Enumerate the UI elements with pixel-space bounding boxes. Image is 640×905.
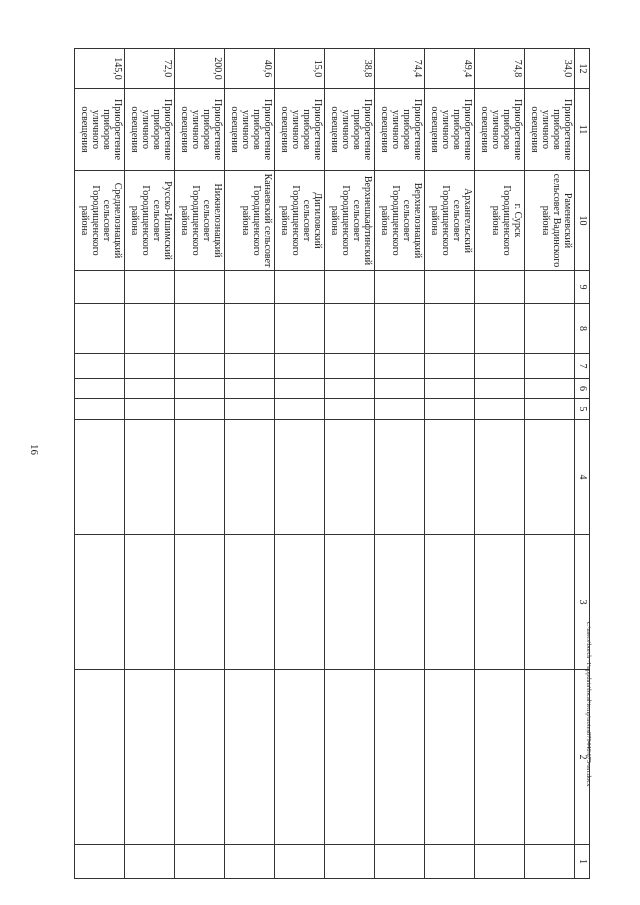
empty-cell xyxy=(75,535,125,670)
empty-cell xyxy=(525,379,575,399)
table-row xyxy=(75,49,125,879)
header-col-1: 1 xyxy=(575,845,590,879)
amount-cell: 200,0 xyxy=(175,49,225,89)
empty-cell xyxy=(225,845,275,879)
header-col-4: 4 xyxy=(575,420,590,535)
empty-cell xyxy=(475,379,525,399)
purpose-cell: Приобретение приборов уличного освещения xyxy=(375,89,425,171)
empty-cell xyxy=(75,271,125,304)
empty-cell xyxy=(175,379,225,399)
empty-cell xyxy=(325,420,375,535)
empty-cell xyxy=(275,845,325,879)
empty-cell xyxy=(525,845,575,879)
header-col-10: 10 xyxy=(575,171,590,271)
empty-cell xyxy=(125,304,175,354)
municipality-cell: Раменевский сельсовет Вадинского района xyxy=(525,171,575,271)
header-col-12: 12 xyxy=(575,49,590,89)
table-row xyxy=(225,49,275,879)
empty-cell xyxy=(475,304,525,354)
empty-cell xyxy=(325,845,375,879)
empty-cell xyxy=(75,379,125,399)
empty-cell xyxy=(525,271,575,304)
purpose-cell: Приобретение приборов уличного освещения xyxy=(175,89,225,171)
empty-cell xyxy=(375,271,425,304)
empty-cell xyxy=(225,670,275,845)
table-row xyxy=(525,49,575,879)
empty-cell xyxy=(275,535,325,670)
empty-cell xyxy=(475,399,525,420)
empty-cell xyxy=(125,535,175,670)
empty-cell xyxy=(225,271,275,304)
empty-cell xyxy=(475,845,525,879)
empty-cell xyxy=(375,399,425,420)
empty-cell xyxy=(375,354,425,379)
header-col-5: 5 xyxy=(575,399,590,420)
empty-cell xyxy=(175,399,225,420)
empty-cell xyxy=(175,271,225,304)
empty-cell xyxy=(275,670,325,845)
table-row xyxy=(175,49,225,879)
empty-cell xyxy=(525,670,575,845)
empty-cell xyxy=(425,420,475,535)
empty-cell xyxy=(275,304,325,354)
empty-cell xyxy=(475,271,525,304)
table-row xyxy=(325,49,375,879)
empty-cell xyxy=(525,399,575,420)
empty-cell xyxy=(425,535,475,670)
empty-cell xyxy=(325,535,375,670)
empty-cell xyxy=(275,271,325,304)
empty-cell xyxy=(125,399,175,420)
empty-cell xyxy=(75,304,125,354)
purpose-cell: Приобретение приборов уличного освещения xyxy=(475,89,525,171)
empty-cell xyxy=(525,535,575,670)
empty-cell xyxy=(75,670,125,845)
empty-cell xyxy=(125,379,175,399)
amount-cell: 40,6 xyxy=(225,49,275,89)
empty-cell xyxy=(425,399,475,420)
empty-cell xyxy=(425,670,475,845)
municipality-cell: Верхнелознацкий сельсовет Городищенского района xyxy=(375,171,425,271)
empty-cell xyxy=(425,354,475,379)
empty-cell xyxy=(75,420,125,535)
empty-cell xyxy=(375,670,425,845)
table-row xyxy=(475,49,525,879)
empty-cell xyxy=(475,354,525,379)
empty-cell xyxy=(125,670,175,845)
empty-cell xyxy=(475,535,525,670)
page-number: 16 xyxy=(28,444,40,455)
empty-cell xyxy=(75,399,125,420)
empty-cell xyxy=(225,399,275,420)
empty-cell xyxy=(125,354,175,379)
empty-cell xyxy=(225,354,275,379)
empty-cell xyxy=(425,845,475,879)
header-col-3: 3 xyxy=(575,535,590,670)
municipality-cell: г. Сурск Городищенского района xyxy=(475,171,525,271)
empty-cell xyxy=(125,271,175,304)
empty-cell xyxy=(425,271,475,304)
empty-cell xyxy=(325,670,375,845)
data-table-container xyxy=(79,48,590,878)
empty-cell xyxy=(425,304,475,354)
file-path-footer: c:\users\borch~1\appdata\local\temp\notes879446\675-ип.docx xyxy=(585,622,592,787)
empty-cell xyxy=(175,304,225,354)
municipality-cell: Верхнешкафтинский сельсовет Городищенского района xyxy=(325,171,375,271)
purpose-cell: Приобретение приборов уличного освещения xyxy=(225,89,275,171)
municipality-cell: Русско-Ишимский сельсовет Городищенского района xyxy=(125,171,175,271)
empty-cell xyxy=(325,354,375,379)
amount-cell: 74,4 xyxy=(375,49,425,89)
empty-cell xyxy=(225,420,275,535)
empty-cell xyxy=(275,354,325,379)
empty-cell xyxy=(375,845,425,879)
municipality-cell: Нижнелознацкий сельсовет Городищенского района xyxy=(175,171,225,271)
empty-cell xyxy=(75,354,125,379)
empty-cell xyxy=(175,670,225,845)
amount-cell: 74,8 xyxy=(475,49,525,89)
empty-cell xyxy=(275,399,325,420)
empty-cell xyxy=(325,304,375,354)
empty-cell xyxy=(325,379,375,399)
purpose-cell: Приобретение приборов уличного освещения xyxy=(425,89,475,171)
municipality-cell: Среднелознацкий сельсовет Городищенского района xyxy=(75,171,125,271)
empty-cell xyxy=(375,420,425,535)
empty-cell xyxy=(525,304,575,354)
municipality-cell: Архангельский сельсовет Городищенского района xyxy=(425,171,475,271)
amount-cell: 38,8 xyxy=(325,49,375,89)
empty-cell xyxy=(525,354,575,379)
header-col-9: 9 xyxy=(575,271,590,304)
purpose-cell: Приобретение приборов уличного освещения xyxy=(75,89,125,171)
empty-cell xyxy=(225,535,275,670)
empty-cell xyxy=(325,271,375,304)
municipality-cell: Дигиловский сельсовет Городищенского района xyxy=(275,171,325,271)
table-row xyxy=(125,49,175,879)
empty-cell xyxy=(125,420,175,535)
amount-cell: 145,0 xyxy=(75,49,125,89)
empty-cell xyxy=(375,535,425,670)
table-row xyxy=(275,49,325,879)
amount-cell: 49,4 xyxy=(425,49,475,89)
empty-cell xyxy=(375,379,425,399)
header-col-6: 6 xyxy=(575,379,590,399)
purpose-cell: Приобретение приборов уличного освещения xyxy=(125,89,175,171)
empty-cell xyxy=(175,354,225,379)
empty-cell xyxy=(475,670,525,845)
empty-cell xyxy=(525,420,575,535)
table-row xyxy=(425,49,475,879)
header-col-7: 7 xyxy=(575,354,590,379)
header-col-8: 8 xyxy=(575,304,590,354)
empty-cell xyxy=(75,845,125,879)
empty-cell xyxy=(275,420,325,535)
amount-cell: 72,0 xyxy=(125,49,175,89)
empty-cell xyxy=(375,304,425,354)
empty-cell xyxy=(175,845,225,879)
purpose-cell: Приобретение приборов уличного освещения xyxy=(525,89,575,171)
empty-cell xyxy=(325,399,375,420)
empty-cell xyxy=(475,420,525,535)
empty-cell xyxy=(125,845,175,879)
header-col-2: 2 xyxy=(575,670,590,845)
empty-cell xyxy=(225,379,275,399)
empty-cell xyxy=(275,379,325,399)
empty-cell xyxy=(425,379,475,399)
table-row xyxy=(375,49,425,879)
amount-cell: 15,0 xyxy=(275,49,325,89)
municipality-cell: Канаевский сельсовет Городищенского района xyxy=(225,171,275,271)
data-table xyxy=(74,48,590,879)
purpose-cell: Приобретение приборов уличного освещения xyxy=(275,89,325,171)
amount-cell: 34,0 xyxy=(525,49,575,89)
header-col-11: 11 xyxy=(575,89,590,171)
purpose-cell: Приобретение приборов уличного освещения xyxy=(325,89,375,171)
empty-cell xyxy=(175,420,225,535)
empty-cell xyxy=(175,535,225,670)
empty-cell xyxy=(225,304,275,354)
